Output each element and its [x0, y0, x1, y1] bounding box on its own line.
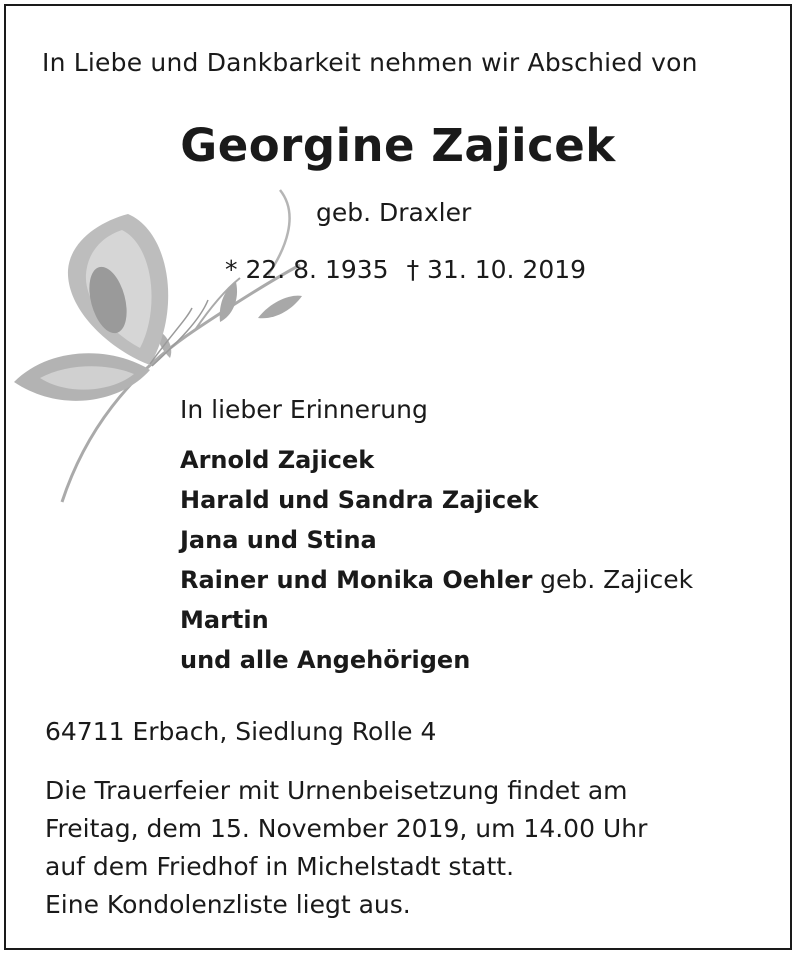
mourner-name: und alle Angehörigen [180, 646, 471, 674]
address: 64711 Erbach, Siedlung Rolle 4 [45, 717, 437, 746]
remembrance-intro: In lieber Erinnerung [180, 395, 428, 424]
mourner-note: geb. Zajicek [540, 565, 694, 594]
mourner-item [180, 525, 693, 565]
mourner-item [180, 445, 693, 485]
death-date: † 31. 10. 2019 [406, 255, 587, 284]
ceremony-line: Freitag, dem 15. November 2019, um 14.00 Uhr [45, 814, 648, 843]
mourner-name: Martin [180, 606, 269, 634]
mourner-name: Jana und Stina [180, 526, 377, 554]
mourner-list [180, 445, 693, 685]
intro-text: In Liebe und Dankbarkeit nehmen wir Abschied von [42, 48, 698, 77]
mourner-name: Harald und Sandra Zajicek [180, 486, 539, 514]
mourner-item [180, 565, 693, 605]
ceremony-line: auf dem Friedhof in Michelstadt statt. [45, 852, 515, 881]
mourner-name: Arnold Zajicek [180, 446, 375, 474]
ceremony-line: Die Trauerfeier mit Urnenbeisetzung findet am [45, 776, 628, 805]
ceremony-line: Eine Kondolenzliste liegt aus. [45, 890, 411, 919]
life-dates [225, 255, 586, 284]
mourner-item [180, 605, 693, 645]
mourner-item [180, 645, 693, 685]
birth-date: * 22. 8. 1935 [225, 255, 389, 284]
deceased-name: Georgine Zajicek [180, 119, 616, 172]
mourner-name: Rainer und Monika Oehler [180, 566, 533, 594]
ceremony-info [45, 772, 647, 924]
mourner-item [180, 485, 693, 525]
maiden-name: geb. Draxler [316, 198, 472, 227]
